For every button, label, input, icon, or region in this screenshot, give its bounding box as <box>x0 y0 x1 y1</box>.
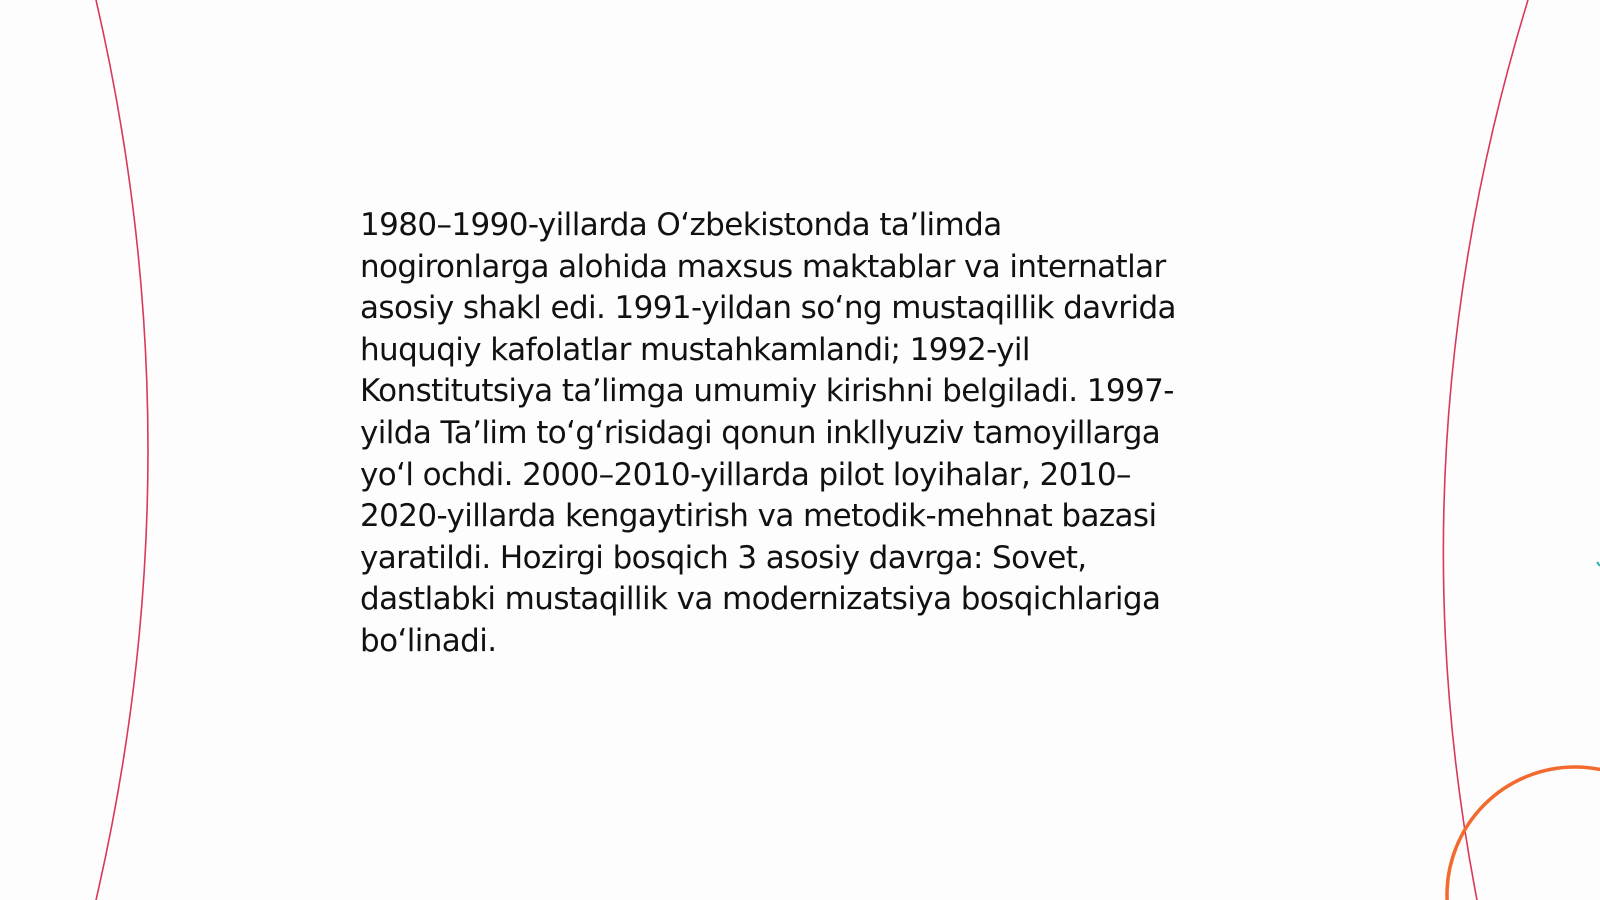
body-text: 1980–1990-yillarda O‘zbekistonda ta’limda nogironlarga alohida maxsus maktablar va internatlar asosiy shakl edi. 1991-yildan so‘ng mustaqillik davrida huquqiy kafolatlar mustahkamlandi; 1992-yil Konstitutsiya ta’limga umumiy kirishni belgiladi. 1997- yilda Ta’lim to‘g‘risidagi qonun inkllyuziv tamoyillarga yo‘l ochdi. 2000–2010-yillarda pilot loyihalar, 2010– 2020-yillarda kengaytirish va metodik-mehnat bazasi yaratildi. Hozirgi bosqich 3 asosiy davrga: Sovet, dastlabki mustaqillik va modernizatsiya bosqichlariga bo‘linadi. <box>360 207 1176 659</box>
right-arc-curve <box>1443 0 1528 900</box>
orange-circle-outline <box>1447 767 1600 900</box>
left-arc-curve <box>96 0 148 900</box>
